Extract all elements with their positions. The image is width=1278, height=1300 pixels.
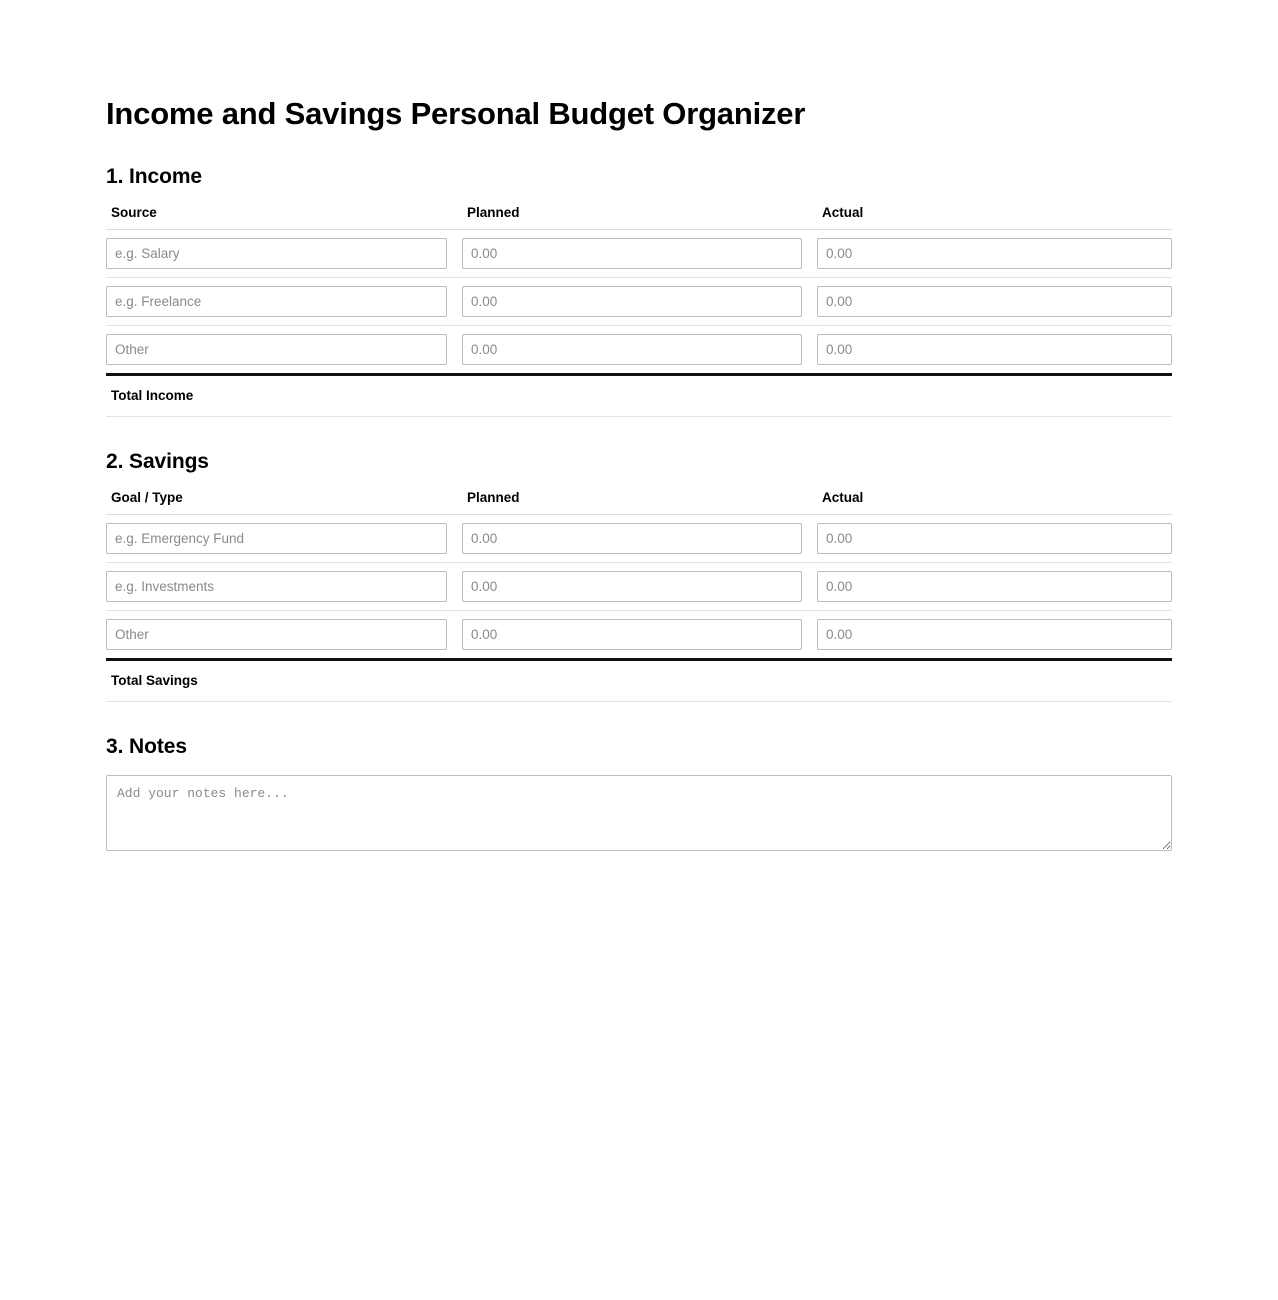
savings-row-1-actual-cell [817,514,1172,562]
notes-section-heading: 3. Notes [106,734,187,758]
income-table-header-row [106,205,1172,230]
income-row-1-planned-cell [462,229,817,277]
income-row-2-actual-input[interactable] [817,286,1172,317]
table-row [106,610,1172,659]
table-row [106,229,1172,277]
savings-row-1-goal-input[interactable] [106,523,447,554]
table-row [106,514,1172,562]
income-row-3-actual-cell [817,325,1172,374]
savings-total-actual-value [817,659,1172,701]
income-column-header-source: Source [106,205,462,230]
savings-column-header-planned: Planned [462,490,817,515]
savings-row-2-goal-input[interactable] [106,571,447,602]
savings-row-1-planned-input[interactable] [462,523,802,554]
savings-row-3-planned-input[interactable] [462,619,802,650]
savings-row-1-planned-cell [462,514,817,562]
savings-row-2-goal-cell [106,562,462,610]
income-row-2-actual-cell [817,277,1172,325]
savings-section [106,450,1172,702]
savings-row-2-planned-input[interactable] [462,571,802,602]
income-row-3-source-cell [106,325,462,374]
income-table [106,205,1172,417]
savings-row-3-goal-cell [106,610,462,659]
income-row-1-source-input[interactable] [106,238,447,269]
income-row-1-source-cell [106,229,462,277]
income-row-3-planned-input[interactable] [462,334,802,365]
income-row-2-planned-input[interactable] [462,286,802,317]
income-row-2-planned-cell [462,277,817,325]
savings-table [106,490,1172,702]
savings-row-1-goal-cell [106,514,462,562]
income-row-3-source-input[interactable] [106,334,447,365]
page-title: Income and Savings Personal Budget Organizer [106,96,806,131]
income-row-1-actual-input[interactable] [817,238,1172,269]
savings-section-heading: 2. Savings [106,449,209,473]
income-total-label: Total Income [106,374,462,416]
savings-row-1-actual-input[interactable] [817,523,1172,554]
savings-row-3-planned-cell [462,610,817,659]
savings-row-2-actual-input[interactable] [817,571,1172,602]
table-row [106,277,1172,325]
savings-row-2-actual-cell [817,562,1172,610]
savings-row-2-planned-cell [462,562,817,610]
savings-total-label: Total Savings [106,659,462,701]
income-row-1-actual-cell [817,229,1172,277]
income-total-planned-value [462,374,817,416]
savings-total-row [106,659,1172,701]
income-column-header-actual: Actual [817,205,1172,230]
income-section-heading: 1. Income [106,164,202,188]
notes-textarea[interactable] [106,775,1172,851]
table-row [106,562,1172,610]
income-section [106,165,1172,417]
income-row-3-planned-cell [462,325,817,374]
income-row-2-source-cell [106,277,462,325]
income-total-actual-value [817,374,1172,416]
savings-total-planned-value [462,659,817,701]
savings-row-3-goal-input[interactable] [106,619,447,650]
notes-section [106,735,1172,851]
savings-column-header-goal-type: Goal / Type [106,490,462,515]
savings-column-header-actual: Actual [817,490,1172,515]
income-row-3-actual-input[interactable] [817,334,1172,365]
savings-table-header-row [106,490,1172,515]
income-total-row [106,374,1172,416]
income-row-2-source-input[interactable] [106,286,447,317]
savings-row-3-actual-input[interactable] [817,619,1172,650]
income-column-header-planned: Planned [462,205,817,230]
income-row-1-planned-input[interactable] [462,238,802,269]
savings-row-3-actual-cell [817,610,1172,659]
table-row [106,325,1172,374]
